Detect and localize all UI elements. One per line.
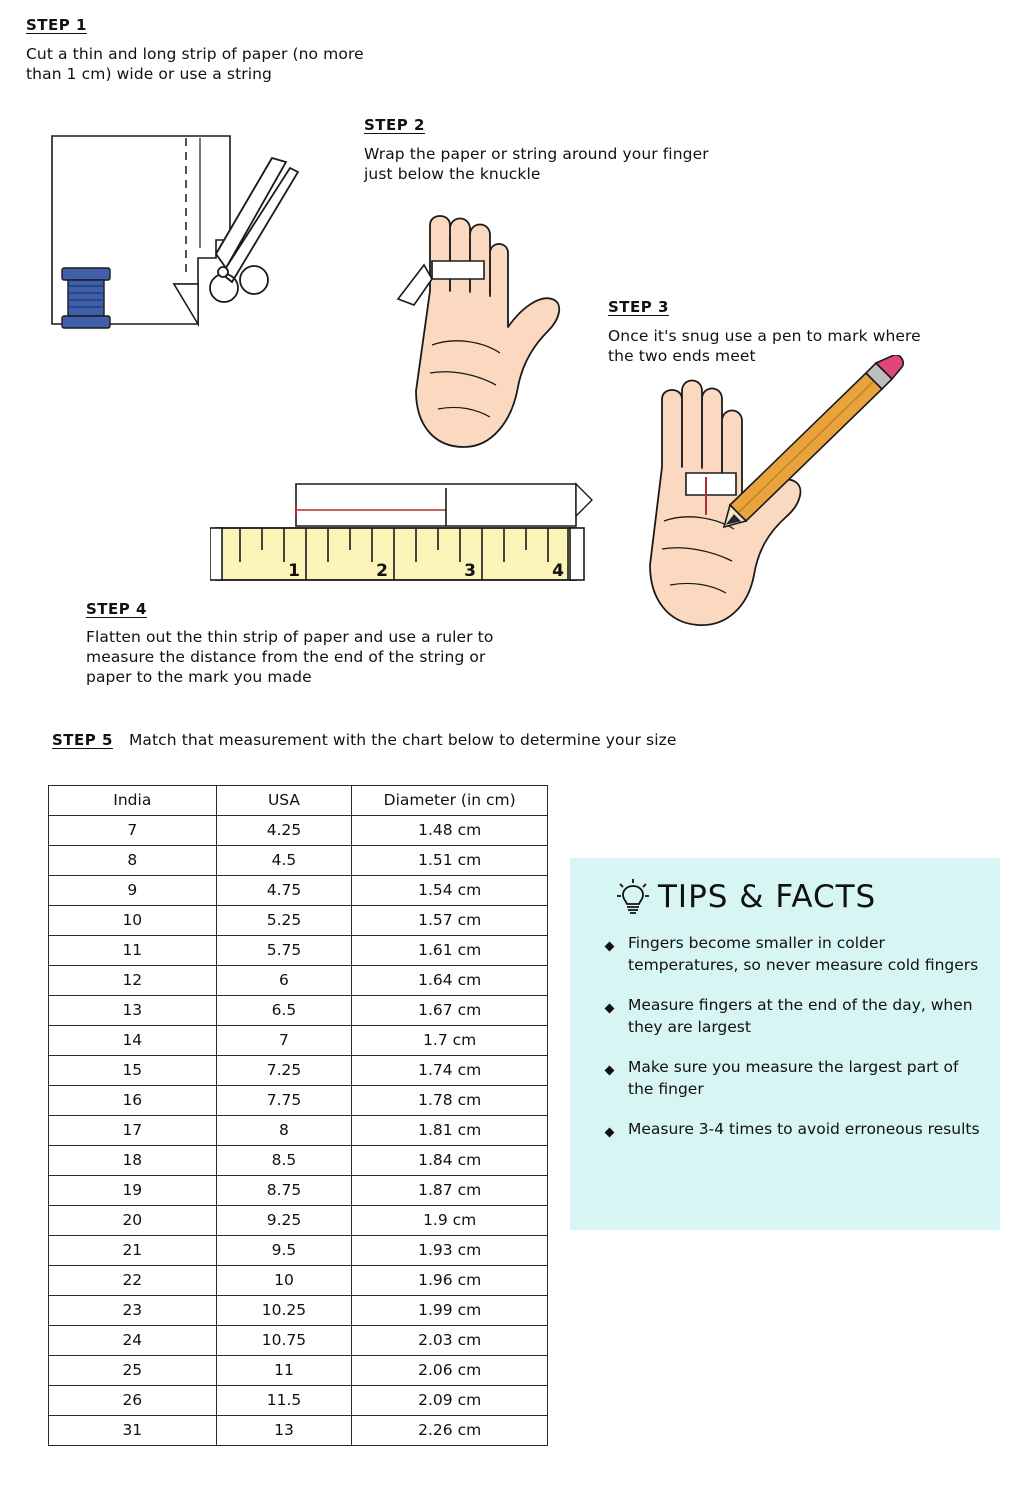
ruler-mark-1: 1 bbox=[288, 561, 300, 581]
ruler-and-strip-illustration bbox=[210, 470, 600, 620]
cell-india: 15 bbox=[49, 1056, 217, 1086]
table-row bbox=[49, 1416, 548, 1446]
cell-india: 24 bbox=[49, 1326, 217, 1356]
cell-diameter: 1.96 cm bbox=[352, 1266, 548, 1296]
table-row bbox=[49, 1266, 548, 1296]
step-5-block bbox=[52, 730, 852, 750]
ruler-mark-3: 3 bbox=[464, 561, 476, 581]
cell-india: 11 bbox=[49, 936, 217, 966]
list-item bbox=[604, 994, 980, 1038]
cell-diameter: 1.9 cm bbox=[352, 1206, 548, 1236]
table-row bbox=[49, 1236, 548, 1266]
column-header-india: India bbox=[49, 786, 217, 816]
table-row bbox=[49, 906, 548, 936]
cell-diameter: 1.84 cm bbox=[352, 1146, 548, 1176]
cell-india: 10 bbox=[49, 906, 217, 936]
table-row bbox=[49, 966, 548, 996]
cell-diameter: 2.03 cm bbox=[352, 1326, 548, 1356]
cell-diameter: 1.64 cm bbox=[352, 966, 548, 996]
step-3-body: Once it's snug use a pen to mark where the two ends meet bbox=[608, 327, 921, 365]
cell-india: 12 bbox=[49, 966, 217, 996]
cell-usa: 4.75 bbox=[216, 876, 352, 906]
table-row bbox=[49, 846, 548, 876]
tips-and-facts-panel bbox=[570, 858, 1000, 1230]
tip-text: Make sure you measure the largest part of the finger bbox=[628, 1058, 959, 1098]
cell-usa: 10.25 bbox=[216, 1296, 352, 1326]
cell-diameter: 1.7 cm bbox=[352, 1026, 548, 1056]
cell-india: 26 bbox=[49, 1386, 217, 1416]
table-row bbox=[49, 936, 548, 966]
table-row bbox=[49, 1356, 548, 1386]
cell-india: 18 bbox=[49, 1146, 217, 1176]
step-2-body: Wrap the paper or string around your finger just below the knuckle bbox=[364, 145, 709, 183]
cell-diameter: 1.51 cm bbox=[352, 846, 548, 876]
hand-wrapping-paper-illustration bbox=[372, 195, 632, 485]
cell-diameter: 2.09 cm bbox=[352, 1386, 548, 1416]
step-4-block bbox=[86, 600, 506, 687]
cell-india: 13 bbox=[49, 996, 217, 1026]
table-row bbox=[49, 1176, 548, 1206]
diamond-bullet-icon bbox=[605, 1004, 615, 1014]
cell-india: 23 bbox=[49, 1296, 217, 1326]
cell-diameter: 1.57 cm bbox=[352, 906, 548, 936]
table-row bbox=[49, 1386, 548, 1416]
step-4-title: STEP 4 bbox=[86, 600, 147, 618]
cell-usa: 7.25 bbox=[216, 1056, 352, 1086]
table-row bbox=[49, 996, 548, 1026]
step-3-title: STEP 3 bbox=[608, 298, 669, 316]
table-row bbox=[49, 1206, 548, 1236]
tips-title-row bbox=[570, 858, 1000, 916]
cell-diameter: 1.67 cm bbox=[352, 996, 548, 1026]
table-row bbox=[49, 1146, 548, 1176]
table-row bbox=[49, 1056, 548, 1086]
list-item bbox=[604, 932, 980, 976]
column-header-usa: USA bbox=[216, 786, 352, 816]
cell-diameter: 1.87 cm bbox=[352, 1176, 548, 1206]
cell-usa: 11 bbox=[216, 1356, 352, 1386]
ruler-mark-2: 2 bbox=[376, 561, 388, 581]
paper-scissors-illustration bbox=[40, 128, 350, 358]
cell-usa: 10.75 bbox=[216, 1326, 352, 1356]
table-row bbox=[49, 1326, 548, 1356]
step-5-title: STEP 5 bbox=[52, 731, 113, 749]
cell-india: 16 bbox=[49, 1086, 217, 1116]
step-1-body: Cut a thin and long strip of paper (no more than 1 cm) wide or use a string bbox=[26, 45, 364, 83]
table-row bbox=[49, 1296, 548, 1326]
cell-usa: 6 bbox=[216, 966, 352, 996]
cell-usa: 8.75 bbox=[216, 1176, 352, 1206]
cell-diameter: 1.78 cm bbox=[352, 1086, 548, 1116]
diamond-bullet-icon bbox=[605, 1128, 615, 1138]
cell-usa: 4.25 bbox=[216, 816, 352, 846]
ring-size-table bbox=[48, 785, 548, 1446]
cell-india: 17 bbox=[49, 1116, 217, 1146]
tip-text: Fingers become smaller in colder temperatures, so never measure cold fingers bbox=[628, 934, 979, 974]
cell-usa: 8.5 bbox=[216, 1146, 352, 1176]
cell-diameter: 1.74 cm bbox=[352, 1056, 548, 1086]
tip-text: Measure fingers at the end of the day, when they are largest bbox=[628, 996, 973, 1036]
diamond-bullet-icon bbox=[605, 1066, 615, 1076]
ruler-mark-4: 4 bbox=[552, 561, 564, 581]
cell-india: 22 bbox=[49, 1266, 217, 1296]
cell-usa: 13 bbox=[216, 1416, 352, 1446]
cell-india: 20 bbox=[49, 1206, 217, 1236]
cell-usa: 7 bbox=[216, 1026, 352, 1056]
step-2-block bbox=[364, 116, 714, 184]
tips-title-text: TIPS & FACTS bbox=[658, 879, 877, 915]
cell-india: 9 bbox=[49, 876, 217, 906]
list-item bbox=[604, 1118, 980, 1140]
hand-with-pencil-illustration bbox=[630, 355, 940, 645]
column-header-diameter: Diameter (in cm) bbox=[352, 786, 548, 816]
table-header-row bbox=[49, 786, 548, 816]
cell-diameter: 1.54 cm bbox=[352, 876, 548, 906]
cell-diameter: 1.81 cm bbox=[352, 1116, 548, 1146]
table-row bbox=[49, 876, 548, 906]
table-row bbox=[49, 1086, 548, 1116]
cell-usa: 6.5 bbox=[216, 996, 352, 1026]
cell-india: 31 bbox=[49, 1416, 217, 1446]
cell-usa: 9.25 bbox=[216, 1206, 352, 1236]
step-1-title: STEP 1 bbox=[26, 16, 87, 34]
cell-india: 7 bbox=[49, 816, 217, 846]
cell-diameter: 1.61 cm bbox=[352, 936, 548, 966]
diamond-bullet-icon bbox=[605, 942, 615, 952]
cell-india: 25 bbox=[49, 1356, 217, 1386]
cell-usa: 8 bbox=[216, 1116, 352, 1146]
step-2-title: STEP 2 bbox=[364, 116, 425, 134]
cell-india: 19 bbox=[49, 1176, 217, 1206]
table-row bbox=[49, 816, 548, 846]
step-1-block bbox=[26, 16, 386, 84]
cell-india: 14 bbox=[49, 1026, 217, 1056]
cell-usa: 5.25 bbox=[216, 906, 352, 936]
cell-usa: 4.5 bbox=[216, 846, 352, 876]
table-row bbox=[49, 1026, 548, 1056]
list-item bbox=[604, 1056, 980, 1100]
step-5-body: Match that measurement with the chart below to determine your size bbox=[128, 731, 677, 749]
cell-diameter: 1.99 cm bbox=[352, 1296, 548, 1326]
cell-diameter: 2.26 cm bbox=[352, 1416, 548, 1446]
cell-usa: 5.75 bbox=[216, 936, 352, 966]
cell-diameter: 1.93 cm bbox=[352, 1236, 548, 1266]
tip-text: Measure 3-4 times to avoid erroneous results bbox=[628, 1120, 980, 1138]
cell-india: 21 bbox=[49, 1236, 217, 1266]
lightbulb-icon bbox=[616, 878, 650, 916]
cell-usa: 11.5 bbox=[216, 1386, 352, 1416]
cell-india: 8 bbox=[49, 846, 217, 876]
cell-diameter: 1.48 cm bbox=[352, 816, 548, 846]
cell-usa: 10 bbox=[216, 1266, 352, 1296]
cell-usa: 7.75 bbox=[216, 1086, 352, 1116]
tips-list bbox=[570, 932, 1000, 1140]
cell-diameter: 2.06 cm bbox=[352, 1356, 548, 1386]
step-4-body: Flatten out the thin strip of paper and use a ruler to measure the distance from the end of the string or paper to the mark you made bbox=[86, 628, 494, 686]
table-row bbox=[49, 1116, 548, 1146]
cell-usa: 9.5 bbox=[216, 1236, 352, 1266]
